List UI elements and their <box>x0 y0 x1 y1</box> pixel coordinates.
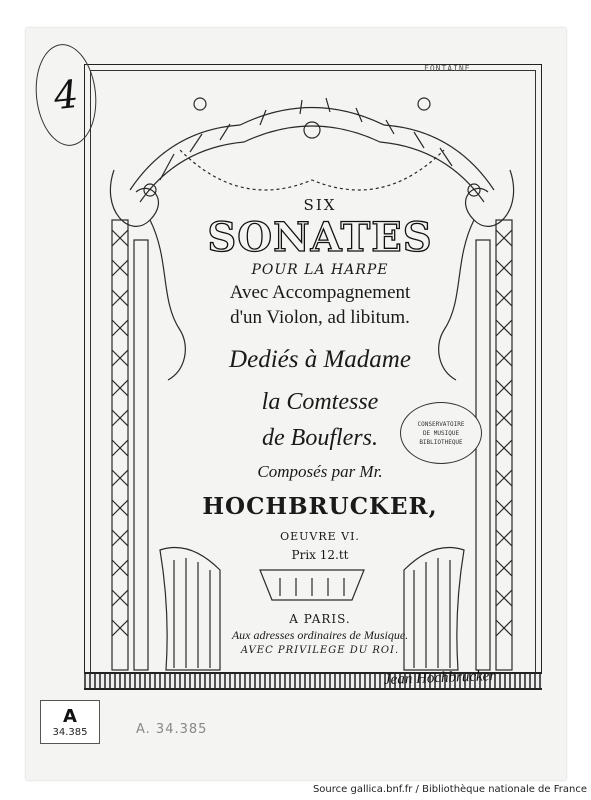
dedicatee-name: de Bouflers. <box>262 425 378 451</box>
library-label-letter: A <box>63 706 77 727</box>
faint-ownership-mark: FONTAINE <box>424 64 471 73</box>
stamp-line-2: DE MUSIQUE <box>422 429 460 437</box>
subtitle-harpe: POUR LA HARPE <box>251 262 389 278</box>
title-six: SIX <box>303 196 337 214</box>
stamp-line-1: CONSERVATOIRE <box>417 420 465 428</box>
accompaniment-line: Avec Accompagnement <box>229 282 411 303</box>
conservatoire-stamp <box>400 402 482 464</box>
title-sonates: SONATES <box>207 214 433 261</box>
publisher-city: A PARIS. <box>289 612 351 626</box>
engraved-ornament <box>90 70 534 678</box>
handwritten-signature: Jean Hochbrucker <box>383 668 496 688</box>
publisher-address: Aux adresses ordinaires de Musique. <box>231 628 409 642</box>
dedication-line: Dediés à Madame <box>229 346 411 373</box>
library-label <box>40 700 100 744</box>
stamp-line-3: BIBLIOTHEQUE <box>419 438 463 446</box>
handwritten-number-text: 4 <box>51 71 81 119</box>
opus-number: OEUVRE VI. <box>280 530 360 543</box>
library-label-code: 34.385 <box>52 727 88 738</box>
violin-line: d'un Violon, ad libitum. <box>230 307 410 328</box>
composed-by-line: Composés par Mr. <box>257 462 383 481</box>
source-credit: Source gallica.bnf.fr / Bibliothèque nationale de France <box>312 784 587 795</box>
dedicatee-title: la Comtesse <box>261 389 379 415</box>
shelfmark: A. 34.385 <box>136 722 208 737</box>
price: Prix 12.tt <box>291 548 349 562</box>
royal-privilege: AVEC PRIVILEGE DU ROI. <box>240 645 400 656</box>
composer-name: HOCHBRUCKER, <box>202 493 438 520</box>
